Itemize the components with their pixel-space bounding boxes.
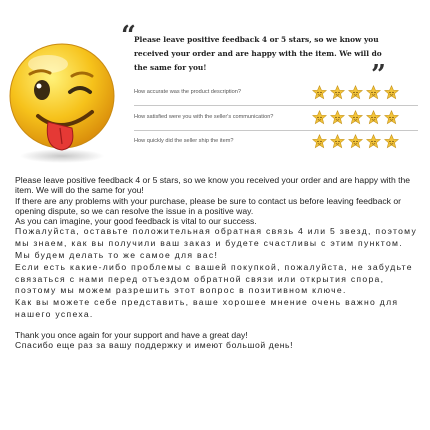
russian-paragraph: Как вы можете себе представить, ваше хорошее мнение очень важно для нашего успеха. <box>15 297 399 320</box>
star-face-icon <box>348 110 363 125</box>
rating-row-shipping <box>134 134 424 150</box>
star-rating <box>312 85 399 100</box>
quote-open-mark: “ <box>121 21 136 51</box>
feedback-card <box>0 0 430 170</box>
star-face-icon <box>348 85 363 100</box>
star-face-icon <box>366 110 381 125</box>
rating-question: How accurate was the product description? <box>134 89 241 95</box>
star-face-icon <box>366 134 381 149</box>
english-paragraph: Please leave positive feedback 4 or 5 stars, so we know you received your order and are happy with the item. We will do the same for you! <box>15 175 411 196</box>
star-rating <box>312 134 399 149</box>
thanks-english: Thank you once again for your support and have a great day! <box>15 329 248 340</box>
english-paragraph: As you can imagine, your good feedback is vital to our success. <box>15 216 257 227</box>
winking-tongue-emoji-icon <box>4 40 122 168</box>
russian-paragraph: Пожалуйста, оставьте положительная обратная связь 4 или 5 звезд, поэтому мы знаем, как вы получили ваш заказ и будете счастливы с этим пунктом. Мы будем делать то же самое для вас! <box>15 226 418 261</box>
rating-row-communication <box>134 110 424 126</box>
star-face-icon <box>384 110 399 125</box>
star-face-icon <box>312 134 327 149</box>
star-face-icon <box>348 134 363 149</box>
star-face-icon <box>312 110 327 125</box>
divider <box>134 105 418 106</box>
star-face-icon <box>384 85 399 100</box>
star-face-icon <box>384 134 399 149</box>
rating-question: How satisfied were you with the seller's communication? <box>134 114 274 120</box>
divider <box>134 130 418 131</box>
star-rating <box>312 110 399 125</box>
star-face-icon <box>312 85 327 100</box>
rating-question: How quickly did the seller ship the item? <box>134 138 234 144</box>
rating-row-description <box>134 85 424 101</box>
message-body <box>15 175 420 352</box>
star-face-icon <box>366 85 381 100</box>
star-face-icon <box>330 134 345 149</box>
thanks-russian: Спасибо еще раз за вашу поддержку и имеют большой день! <box>15 340 294 351</box>
star-face-icon <box>330 85 345 100</box>
feedback-headline: Please leave positive feedback 4 or 5 stars, so we know you received your order and are happy with the item. We will do the same for you! <box>134 35 382 72</box>
star-face-icon <box>330 110 345 125</box>
english-paragraph: If there are any problems with your purchase, please be sure to contact us before leaving feedback or opening dispute, so we can resolve the issue in a positive way. <box>15 195 401 216</box>
russian-paragraph: Если есть какие-либо проблемы с вашей покупкой, пожалуйста, не забудьте связаться с нами перед отъездом обратной связи или открытия спора, поэтому мы можем разрешить этот вопрос в позитивном ключе. <box>15 261 413 296</box>
quote-close-mark: ” <box>371 60 386 90</box>
